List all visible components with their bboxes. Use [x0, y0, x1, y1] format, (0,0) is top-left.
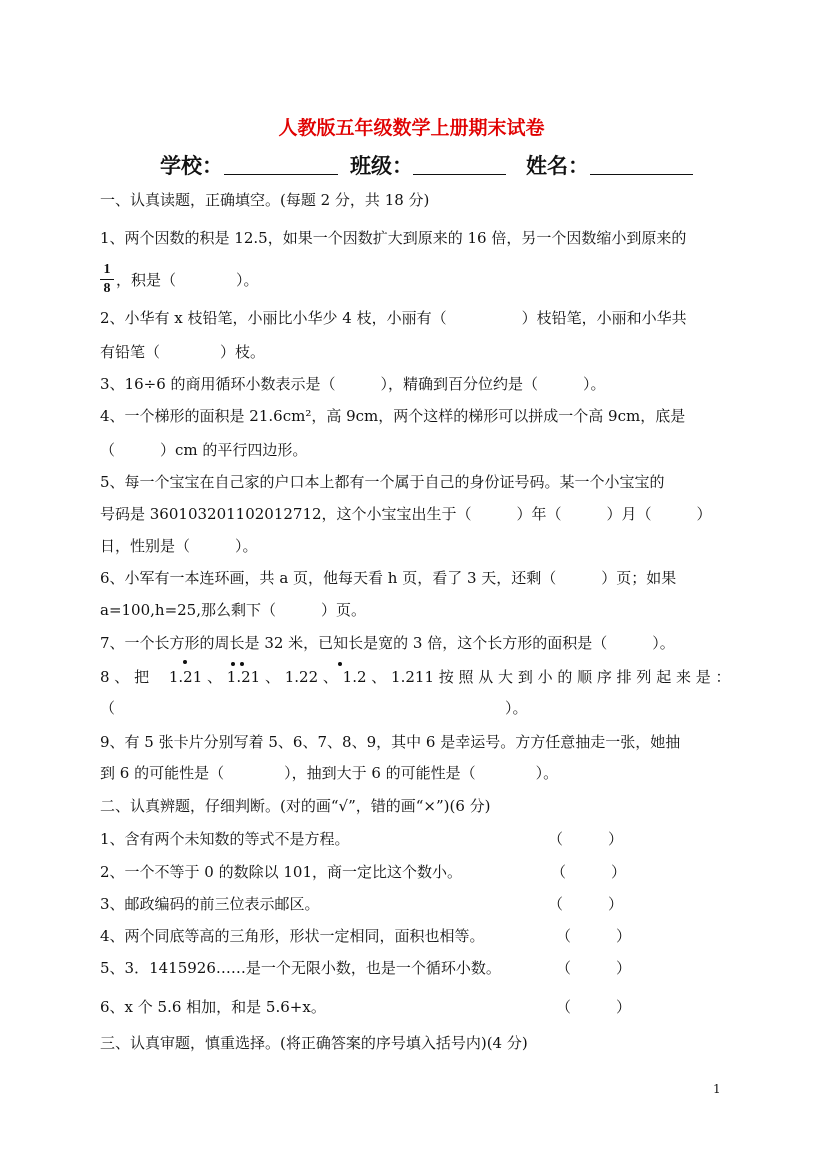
section-2-header: 二、认真辨题，仔细判断。(对的画“√”，错的画“×”)(6 分) [100, 797, 491, 815]
judge-answer-paren: （ ） [556, 959, 632, 977]
judge-item-6: 6、x 个 5.6 相加，和是 5.6+x。 [100, 998, 326, 1016]
judge-item-1: 1、含有两个未知数的等式不是方程。 [100, 830, 350, 848]
fraction-numerator: 1 [103, 262, 111, 277]
judge-item-2: 2、一个不等于 0 的数除以 101，商一定比这个数小。 [100, 863, 463, 881]
judge-answer-paren: （ ） [551, 863, 627, 881]
judge-item-3: 3、邮政编码的前三位表示邮区。 [100, 895, 320, 913]
question-9-line-1: 9、有 5 张卡片分别写着 5、6、7、8、9，其中 6 是幸运号。方方任意抽走一张，她抽 [100, 733, 681, 751]
repeating-decimal-dot [231, 662, 235, 666]
question-5-line-1: 5、每一个宝宝在自己家的户口本上都有一个属于自己的身份证号码。某一个小宝宝的 [100, 473, 665, 491]
question-2-line-2: 有铅笔（ ）枝。 [100, 343, 266, 361]
judge-answer-paren: （ ） [548, 895, 624, 913]
question-1-line-1: 1、两个因数的积是 12.5，如果一个因数扩大到原来的 16 倍，另一个因数缩小到原来的 [100, 229, 687, 247]
fraction-one-eighth [100, 262, 114, 297]
question-6-line-2: a=100,h=25,那么剩下（ ）页。 [100, 601, 366, 619]
question-8-line-2: （ ）。 [100, 699, 528, 717]
judge-answer-paren: （ ） [556, 927, 632, 945]
question-4-line-1: 4、一个梯形的面积是 21.6cm²，高 9cm，两个这样的梯形可以拼成一个高 9cm，底是 [100, 407, 686, 425]
fraction-bar [100, 279, 114, 280]
exam-title: 人教版五年级数学上册期末试卷 [278, 117, 545, 139]
name-label: 姓名： [526, 154, 589, 178]
section-3-header: 三、认真审题，慎重选择。(将正确答案的序号填入括号内)(4 分) [100, 1034, 528, 1052]
question-6-line-1: 6、小军有一本连环画，共 a 页，他每天看 h 页，看了 3 天，还剩（ ）页；如果 [100, 569, 677, 587]
question-8-line-1: 8 、 把 1.21 、 1.21 、 1.22 、 1.2 、 1.211 按 照 从 大 到 小 的 顺 序 排 列 起 来 是 ： [100, 668, 731, 686]
question-5-line-3: 日，性别是（ ）。 [100, 537, 258, 555]
repeating-decimal-dot [338, 662, 342, 666]
fraction-denominator: 8 [103, 281, 111, 296]
question-2-line-1: 2、小华有 x 枝铅笔，小丽比小华少 4 枝，小丽有（ ）枝铅笔，小丽和小华共 [100, 309, 687, 327]
judge-item-4: 4、两个同底等高的三角形，形状一定相同，面积也相等。 [100, 927, 485, 945]
question-1-line-2: ，积是（ ）。 [116, 271, 259, 289]
judge-answer-paren: （ ） [556, 998, 632, 1016]
repeating-decimal-dot [183, 660, 187, 664]
school-blank [224, 174, 338, 175]
repeating-decimal-dot [240, 662, 244, 666]
section-1-header: 一、认真读题，正确填空。(每题 2 分，共 18 分) [100, 191, 430, 209]
judge-answer-paren: （ ） [548, 830, 624, 848]
class-label: 班级： [350, 154, 413, 178]
page-number: 1 [713, 1082, 721, 1096]
school-label: 学校： [160, 154, 223, 178]
question-4-line-2: （ ）cm 的平行四边形。 [100, 441, 308, 459]
question-7: 7、一个长方形的周长是 32 米，已知长是宽的 3 倍，这个长方形的面积是（ ）。 [100, 634, 675, 652]
question-9-line-2: 到 6 的可能性是（ ），抽到大于 6 的可能性是（ ）。 [100, 764, 559, 782]
question-5-line-2: 号码是 360103201102012712，这个小宝宝出生于（ ）年（ ）月（ ） [100, 505, 712, 523]
judge-item-5: 5、3．1415926……是一个无限小数，也是一个循环小数。 [100, 959, 501, 977]
class-blank [413, 174, 506, 175]
question-3: 3、16÷6 的商用循环小数表示是（ ），精确到百分位约是（ ）。 [100, 375, 606, 393]
name-blank [590, 174, 693, 175]
